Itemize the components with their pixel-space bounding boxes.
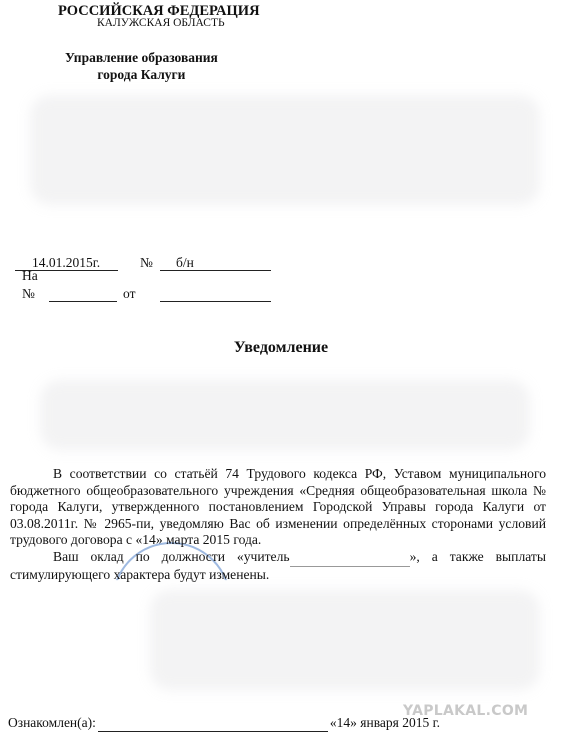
- signature-underline: [98, 715, 328, 732]
- body-paragraph-1: В соответствии со статьёй 74 Трудового кодекса РФ, Уставом муниципального бюджетного общеобразовательного учреждения «Средняя общеобразовательная школа № города Калуги, утвержденного постановлением Городской Управы города Калуги от 03.08.2011г. № 2965-пи, уведомляю Вас об изменении определённых сторонами условий трудового договора с «14» марта 2015 года.: [10, 466, 546, 548]
- reference-date-underline: [160, 301, 271, 302]
- number-underline: [160, 270, 271, 271]
- reference-from-label: от: [123, 286, 136, 301]
- document-date: 14.01.2015г.: [32, 255, 101, 270]
- acknowledged-label: Ознакомлен(а):: [8, 715, 96, 730]
- region-heading: КАЛУЖСКАЯ ОБЛАСТЬ: [97, 17, 225, 29]
- department-line-1: Управление образования: [65, 50, 218, 65]
- redaction-smudge: [150, 590, 540, 690]
- reference-number-underline: [49, 301, 117, 302]
- salary-position-text: Ваш оклад по должности «учитель: [53, 548, 290, 564]
- country-heading: РОССИЙСКАЯ ФЕДЕРАЦИЯ: [58, 3, 260, 19]
- redaction-smudge: [30, 95, 540, 205]
- acknowledgement-line: [8, 715, 440, 732]
- department-name: [65, 49, 218, 83]
- reference-number-label: №: [22, 286, 35, 301]
- notice-body: [10, 466, 546, 583]
- department-line-2: города Калуги: [97, 67, 186, 82]
- number-sign: №: [140, 255, 153, 270]
- site-watermark: YAPLAKAL.COM: [403, 703, 529, 719]
- redacted-position: [290, 549, 410, 567]
- document-title: Уведомление: [233, 339, 329, 356]
- redaction-smudge: [40, 380, 530, 450]
- body-paragraph-2: [10, 549, 546, 583]
- on-label: На: [22, 268, 38, 283]
- acknowledgement-date: «14» января 2015 г.: [329, 715, 441, 730]
- document-number: б/н: [176, 255, 194, 270]
- salary-change-text: », а также выплаты стимулирующего характера будут изменены.: [10, 548, 546, 582]
